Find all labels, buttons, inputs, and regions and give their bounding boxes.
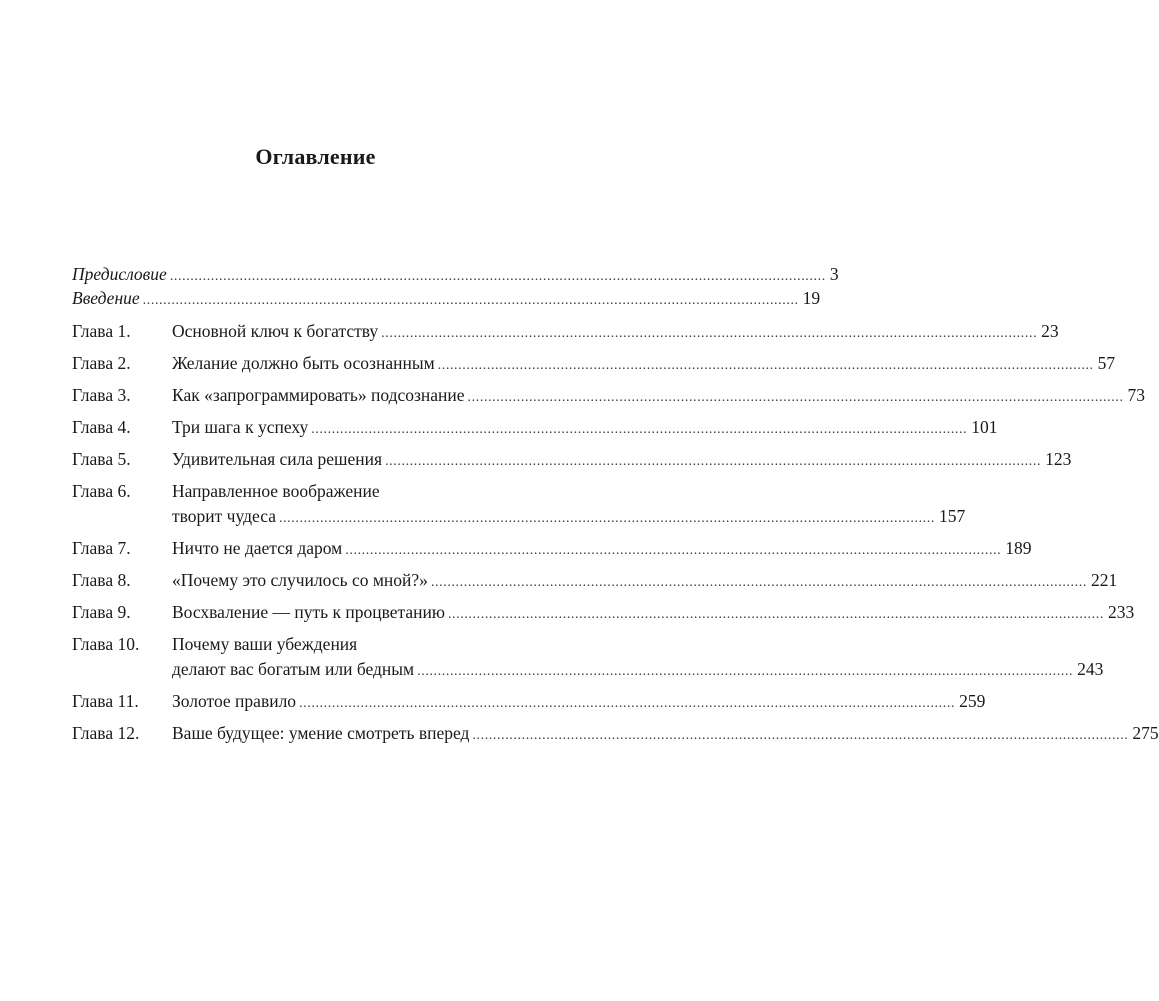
chapter-title-line [172,632,1103,657]
dot-leader: ................................................................................................................................................................ [169,269,826,284]
toc-chapter-entry[interactable] [72,632,1104,682]
toc-page-number: 57 [1097,353,1116,373]
toc-chapter-entry[interactable] [72,721,1159,746]
chapter-title: Направленное воображение [172,481,380,501]
toc-page-number: 73 [1127,385,1146,405]
chapter-title: Золотое правило [172,691,297,711]
chapter-title: Основной ключ к богатству [172,321,379,341]
chapter-title: творит чудеса [172,506,276,526]
chapter-title-line [172,319,1059,344]
toc-entry[interactable] [72,262,839,286]
chapter-title-line [172,600,1134,625]
toc-page-number: 101 [971,417,998,437]
toc-chapter-entry[interactable] [72,319,1059,344]
dot-leader: ................................................................................................................................................................ [278,511,935,526]
toc-page-number: 189 [1005,538,1032,558]
chapter-title-line [172,721,1159,746]
dot-leader: ................................................................................................................................................................ [472,728,1129,743]
dot-leader: ................................................................................................................................................................ [447,607,1104,622]
toc-chapter-entry[interactable] [72,415,998,440]
chapter-title-block [172,447,1071,472]
chapter-title-line [172,689,985,714]
dot-leader: ................................................................................................................................................................ [345,543,1002,558]
chapter-title-block [172,689,985,714]
page-title: Оглавление [255,144,376,169]
chapter-number: Глава 3. [72,385,131,405]
dot-leader: ................................................................................................................................................................ [437,358,1094,373]
chapter-title-block [172,351,1115,376]
toc-chapter-entry[interactable] [72,383,1146,408]
toc-chapter-entry[interactable] [72,447,1072,472]
toc-page-number: 123 [1045,449,1072,469]
chapter-title-block [172,721,1159,746]
dot-leader: ................................................................................................................................................................ [311,422,968,437]
chapter-title: Желание должно быть осознанным [172,353,435,373]
chapter-number: Глава 6. [72,481,131,501]
chapter-title-block [172,415,997,440]
toc-page-number: 3 [829,264,839,284]
chapter-number: Глава 12. [72,723,140,743]
chapter-number: Глава 4. [72,417,131,437]
toc-entry[interactable] [72,286,821,310]
chapter-title-block [172,383,1145,408]
chapter-title: Три шага к успеху [172,417,309,437]
toc-entry-title: Введение [72,288,140,308]
chapter-title: Как «запрограммировать» подсознание [172,385,465,405]
toc-page-number: 233 [1107,602,1135,622]
toc-page-number: 157 [938,506,966,526]
chapter-title: Ничто не дается даром [172,538,343,558]
chapter-number: Глава 1. [72,321,131,341]
dot-leader: ................................................................................................................................................................ [299,696,956,711]
toc-page-number: 259 [959,691,986,711]
toc-chapter-entry[interactable] [72,568,1118,593]
chapter-number: Глава 11. [72,691,139,711]
toc-page-number: 23 [1041,321,1059,341]
toc-chapter-entry[interactable] [72,600,1135,625]
chapter-title-block [172,319,1059,344]
chapter-number: Глава 5. [72,449,131,469]
chapter-number: Глава 9. [72,602,131,622]
dot-leader: ................................................................................................................................................................ [381,326,1038,341]
chapter-number: Глава 7. [72,538,131,558]
chapter-title-line [172,415,997,440]
chapter-title-block [172,479,965,529]
chapter-title-block [172,632,1103,682]
table-of-contents [72,262,1159,746]
chapter-number: Глава 2. [72,353,131,373]
toc-chapter-entry[interactable] [72,351,1116,376]
dot-leader: ................................................................................................................................................................ [430,575,1087,590]
dot-leader: ................................................................................................................................................................ [385,454,1042,469]
chapter-title-line [172,504,965,529]
chapter-title: Ваше будущее: умение смотреть вперед [172,723,470,743]
chapter-title-line [172,383,1145,408]
toc-entry-title: Предисловие [72,264,167,284]
toc-page-number: 19 [802,288,821,308]
dot-leader: ................................................................................................................................................................ [417,664,1074,679]
chapter-title-block [172,568,1117,593]
toc-chapter-entry[interactable] [72,689,986,714]
toc-page-number: 275 [1132,723,1159,743]
toc-page-number: 243 [1077,659,1104,679]
dot-leader: ................................................................................................................................................................ [142,293,799,308]
chapter-title-line [172,447,1071,472]
chapter-number: Глава 10. [72,634,140,654]
chapter-title: «Почему это случилось со мной?» [172,570,428,590]
toc-chapter-entry[interactable] [72,536,1032,561]
chapter-list [72,319,1159,746]
chapter-title: Удивительная сила решения [172,449,383,469]
chapter-title-line [172,479,965,504]
chapter-title-line [172,536,1032,561]
dot-leader: ................................................................................................................................................................ [467,390,1124,405]
chapter-title-line [172,568,1117,593]
chapter-title-block [172,536,1032,561]
chapter-title-line [172,657,1103,682]
front-matter-list [72,262,839,310]
chapter-title-line [172,351,1115,376]
chapter-number: Глава 8. [72,570,131,590]
toc-page-number: 221 [1090,570,1118,590]
chapter-title: Восхваление — путь к процветанию [172,602,445,622]
chapter-title: делают вас богатым или бедным [172,659,415,679]
chapter-title-block [172,600,1134,625]
toc-chapter-entry[interactable] [72,479,966,529]
chapter-title: Почему ваши убеждения [172,634,358,654]
